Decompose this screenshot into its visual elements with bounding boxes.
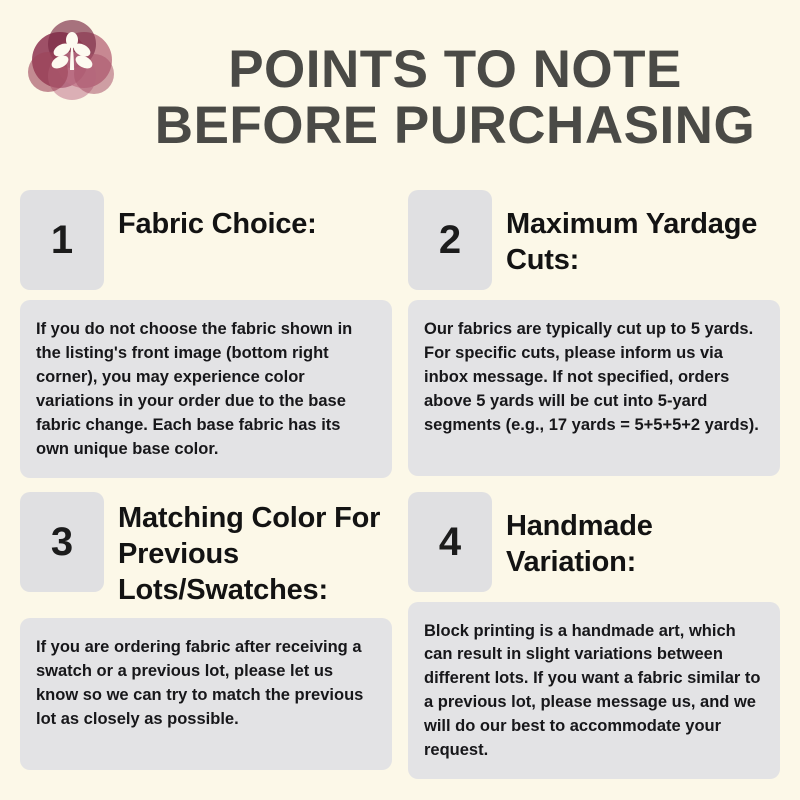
point-title-3: Matching Color For Previous Lots/Swatches: — [118, 501, 381, 607]
point-number-badge-2 — [408, 190, 492, 290]
point-card-3-header — [20, 492, 392, 609]
floral-leaf-logo-icon — [18, 20, 128, 112]
point-card-4 — [408, 492, 780, 780]
points-grid — [20, 190, 780, 779]
point-body-3: If you are ordering fabric after receiving a swatch or a previous lot, please let us know so we can try to match the previous lot as closely as possible. — [20, 618, 392, 770]
point-card-1 — [20, 190, 392, 478]
point-card-1-header — [20, 190, 392, 290]
page-title-line-2: BEFORE PURCHASING — [154, 96, 756, 156]
point-card-2-header — [408, 190, 780, 290]
point-number-badge-3 — [20, 492, 104, 592]
point-number-badge-1 — [20, 190, 104, 290]
point-body-2: Our fabrics are typically cut up to 5 yards. For specific cuts, please inform us via inbox message. If not specified, orders above 5 yards will be cut into 5-yard segments (e.g., 17 yards = 5+5+5+2 yards). — [408, 300, 780, 476]
point-card-2 — [408, 190, 780, 478]
point-body-1: If you do not choose the fabric shown in the listing's front image (bottom right corner), you may experience color variations in your order due to the base fabric change. Each base fabric has its own unique base color. — [20, 300, 392, 478]
point-number-badge-4 — [408, 492, 492, 592]
point-title-1: Fabric Choice: — [118, 208, 317, 240]
point-number-1: 1 — [50, 218, 74, 262]
point-card-4-header — [408, 492, 780, 592]
page-title-line-1: POINTS TO NOTE — [228, 40, 682, 99]
point-title-2: Maximum Yardage Cuts: — [506, 208, 758, 277]
point-body-4: Block printing is a handmade art, which can result in slight variations between different lots. If you want a fabric similar to a previous lot, please message us, and we will do our best to accommodate your request. — [408, 602, 780, 780]
page-title — [130, 42, 780, 154]
point-card-3 — [20, 492, 392, 780]
point-number-2: 2 — [438, 218, 462, 262]
point-number-4: 4 — [438, 519, 462, 564]
point-title-4: Handmade Variation: — [506, 509, 653, 578]
point-number-3: 3 — [50, 519, 74, 564]
